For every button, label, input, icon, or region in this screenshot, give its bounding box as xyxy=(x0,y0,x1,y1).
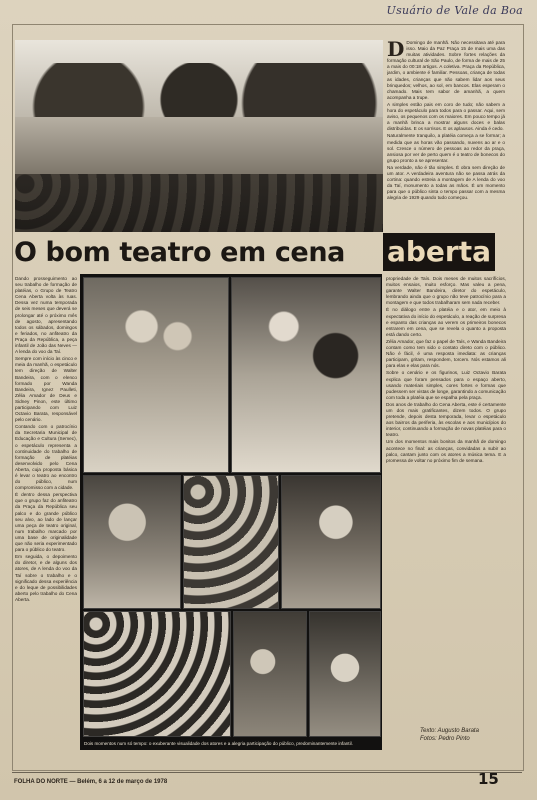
footer-rule xyxy=(12,772,522,773)
paragraph: Zélia Amador, que faz o papel de Taís, e Wanda Bandeira contam como tem sido o contato direto com o público. Não é fácil, é uma resposta imediata: as crianças participam, gritam, respondem, torcem. Nós estamos ali para elas e elas para nós. xyxy=(386,338,506,369)
paragraph: Dos anos de trabalho do Cena Aberta, este é certamente um dos mais gratificantes, dizem todos. O grupo pretende, depois desta temporada, levar o espetáculo aos bairros da periferia, às escolas e aos municípios do interior, continuando a formação de novas platéias para o teatro. xyxy=(386,401,506,438)
left-column xyxy=(15,276,77,746)
paragraph: Dando prosseguimento ao seu trabalho de formação de platéias, o Grupo de Teatro Cena Aberta volta às ruas. Dessa vez numa temporada de seis meses que deverá se prolongar até o próximo mês de agosto, apresentando todos os sábados, domingos e feriados, no anfiteatro da Praça da República, a peça infantil de João das Neves — A lenda do voo da Taí. xyxy=(15,276,77,355)
paragraph: Contando com o patrocínio da Secretaria Municipal de Educação e Cultura (Semec), o espetáculo representa a continuidade do trabalho de formação de platéias desenvolvido pelo Cena Aberta, cuja proposta básica é levar o teatro ao encontro do público, num compromisso com a cidade. xyxy=(15,424,77,491)
photo-actors-bicycle xyxy=(231,277,381,473)
paragraph: Sobre o cenário e os figurinos, Luiz Octavio Barata explica que foram pensados para o espaço aberto, usando materiais simples, cores fortes e formas que pudessem ser vistas de longe, garantindo a comunicação com toda a platéia que se espalha pela praça. xyxy=(386,370,506,400)
photo-child-sitting xyxy=(83,475,181,609)
headline-highlight: aberta xyxy=(383,233,495,271)
footer-publication: FOLHA DO NORTE — Belém, 6 a 12 de março de 1978 xyxy=(14,779,168,785)
headline-main: O bom teatro em cena xyxy=(14,237,345,268)
top-right-column xyxy=(387,40,505,232)
handwritten-annotation: Usuário de Vale da Boa xyxy=(386,4,523,17)
photo-girl-closeup xyxy=(309,611,381,737)
photo-collage xyxy=(80,274,382,750)
photo-audience-children xyxy=(183,475,279,609)
photo-credit: Fotos: Pedro Pinto xyxy=(420,736,470,742)
paragraph: A simples estão pais em coro de tudo; não sabem a hora do espetáculo para todos para o passar. Aqui, sem aviso, os pequenos com os maiores. Em pouco tempo já a manhã brinca a mostrar alguns doces e balas distribuídas. E os sorrisos. E os aplausos. Ainda é cedo. xyxy=(387,101,505,132)
photo-kids-group xyxy=(83,611,231,737)
paragraph: É no diálogo entre a platéia e o ator, em meio à expectativa do início do espetáculo, a reação de surpresa e espanto das crianças ao verem os primeiros bonecos entrarem em cena, que se revela o quanto a proposta está dando certo. xyxy=(386,307,506,337)
paragraph: Naturalmente tranquilo, a platéia começa a se formar; a medida que as horas vão passando, nuvens ao ar e o sol. Cresce o número de pessoas ao redor da praça, ansiosa por ver de perto quem é o teatro de bonecos do grupo pronto a se apresentar. xyxy=(387,133,505,163)
photo-caption: Dois momentos num só tempo: o exuberante visualidade dos atores e a alegria participação do público, predominantemente infantil. xyxy=(84,741,353,746)
paragraph: É dentro dessa perspectiva que o grupo faz do anfiteatro da Praça da República seu palco e do grande público seu alvo, ao lado de lançar uma peça de teatro original, num trabalho marcado por uma base de originalidade que não seria experimentado para o público do teatro. xyxy=(15,492,77,553)
dropcap: D xyxy=(387,40,405,61)
paragraph: Em seguida, o depoimento do diretor, e de alguns dos atores, de A lenda do voo da Taí sobre o trabalho e o significado dessa experiência e do leque de possibilidades aberto pelo trabalho do Cena Aberta. xyxy=(15,554,77,602)
photo-child-closeup xyxy=(233,611,307,737)
paragraph: Na verdade, não é tão simples. É obra sem direção de um ator. A verdadeira aventura não se passa atrás da cortina: quando estreia a montagem de A lenda do voo da Taí, monumento a todas as mãos. É um momento para que o público sinta o tempo passar com a mesma alegria de 1929 quando tudo começou. xyxy=(387,164,505,201)
paragraph: Sempre com início às cinco e meia da manhã, o espetáculo tem direção de Walter Bandeira, com o elenco formado por Wanda Bandeira, Ignez Paulleti, Zélia Amador de Deus e Sidney Pinon, este último participando com Luiz Octavio Barata, responsável pelo cenário. xyxy=(15,356,77,423)
page-number: 15 xyxy=(478,770,499,788)
paragraph: propriedade de Taís. Dois meses de muitos sacrifícios, muitos ensaios, muito esforço. Mas valeu a pena, garante Walter Bandeira, diretor do espetáculo, lembrando ainda que o grupo não teve patrocínio para a montagem e que todos trabalharam sem nada receber. xyxy=(386,276,506,306)
paragraph: Um dos momentos mais bonitos da manhã de domingo acontece no final: as crianças, convidadas a subir ao palco, cantam junto com os atores a música tema. E a promessa de voltar no próximo fim de semana. xyxy=(386,439,506,463)
right-column xyxy=(386,276,506,722)
text-credit: Texto: Augusto Barata xyxy=(420,728,479,734)
photo-boy-smiling xyxy=(281,475,381,609)
top-photo-audience xyxy=(15,40,383,232)
credits xyxy=(420,727,479,743)
photo-children-dancing xyxy=(83,277,229,473)
paragraph: D Domingo de manhã. Não necessitava até para isso. Maio da Paz Praça 15 de mais uma das muitas atividades. Sobre fortes relações da formação cultural de São Paulo, de forma de mais de 25 a mais do 00:18 artigos. A coletiva. Praça da República, jardim, o ambiente é familiar. Pessoas, criança de todas as idades, crianças que não sabem lidar aos seus brinquedos; velhos, ao sol, em bancos. Elas esperam o chamado. Mais tem sabor de amanhã, a quem acompanha a trupe. xyxy=(387,40,505,100)
